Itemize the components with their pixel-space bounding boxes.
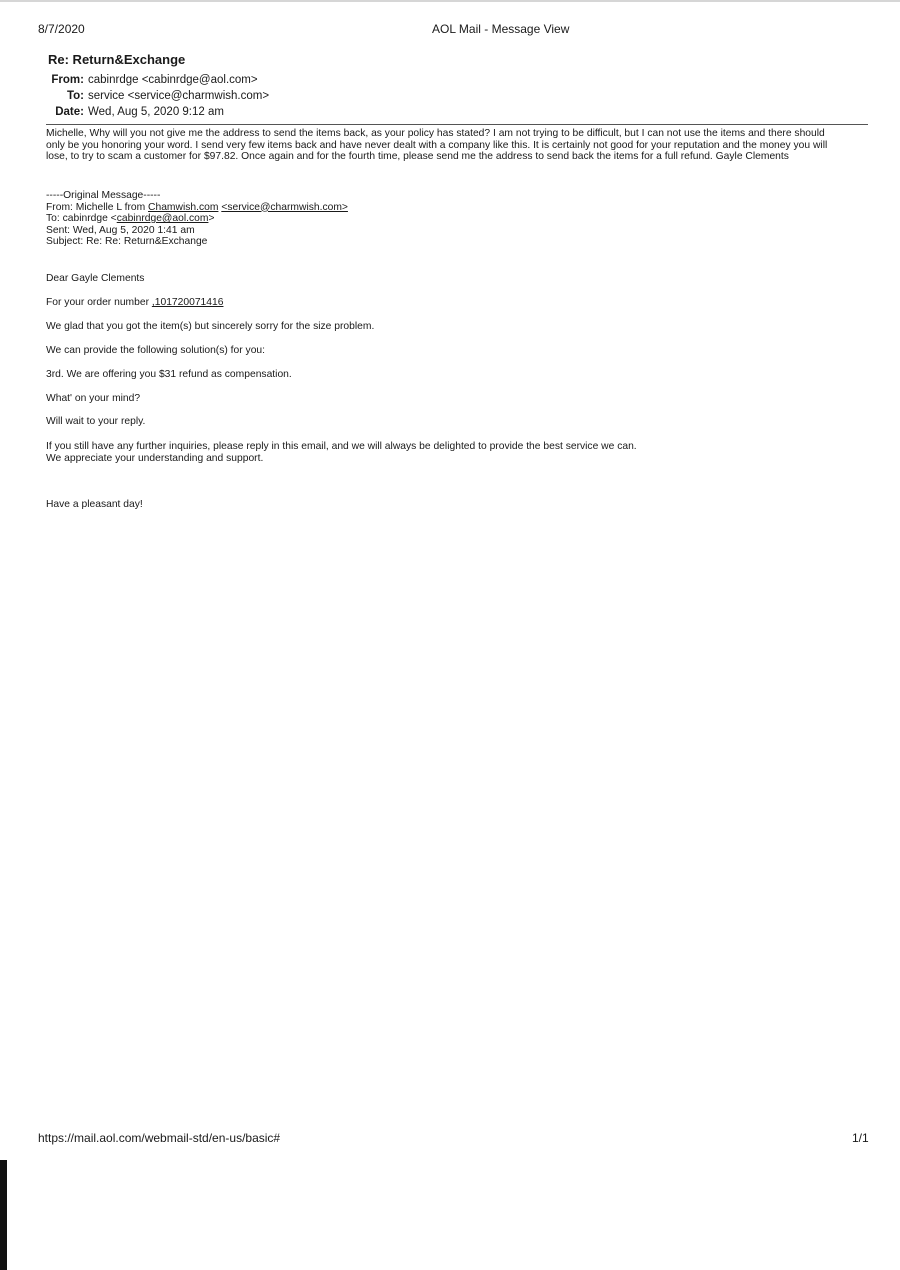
original-to [46, 213, 348, 225]
message-body [46, 128, 868, 163]
service-email-link[interactable]: <service@charmwish.com> [221, 201, 348, 213]
order-prefix: For your order number [46, 297, 152, 308]
body-line: lose, to try to scam a customer for $97.82. Once again and for the fourth time, please send me the address to send back the items for a full refund. Gayle Clements [46, 151, 789, 162]
from-label: From: [51, 74, 84, 86]
scan-edge-top [0, 0, 900, 2]
to-value: service <service@charmwish.com> [88, 90, 270, 102]
body-line: only be you honoring your word. I send very few items back and have never dealt with a company like this. It is certainly not good for your reputation and the money you will [46, 139, 828, 151]
original-to-suffix: > [208, 213, 215, 224]
date-row [48, 104, 269, 120]
scan-edge-left [0, 1160, 7, 1270]
chamwish-link[interactable]: Chamwish.com [148, 201, 219, 213]
date-label: Date: [55, 106, 84, 118]
reply-inquiries: If you still have any further inquiries, please reply in this email, and we will always be delighted to provide the best service we can. [46, 441, 637, 452]
reply-greeting: Dear Gayle Clements [46, 273, 145, 284]
print-title: AOL Mail - Message View [432, 22, 570, 36]
print-date: 8/7/2020 [38, 22, 85, 36]
header-divider [46, 124, 868, 125]
original-separator: -----Original Message----- [46, 190, 161, 201]
original-from [46, 202, 348, 214]
original-sent: Sent: Wed, Aug 5, 2020 1:41 am [46, 224, 195, 236]
reply-offer: 3rd. We are offering you $31 refund as compensation. [46, 369, 292, 380]
reply-appreciate: We appreciate your understanding and support. [46, 453, 264, 464]
reply-closing: Have a pleasant day! [46, 499, 143, 510]
from-value: cabinrdge <cabinrdge@aol.com> [88, 74, 258, 86]
print-footer-page: 1/1 [852, 1131, 869, 1145]
reply-solutions: We can provide the following solution(s) for you: [46, 345, 266, 356]
to-row [48, 88, 269, 104]
body-line: Michelle, Why will you not give me the address to send the items back, as your policy has stated? I am not trying to be difficult, but I can not use the items and there should [46, 128, 825, 139]
reply-mind: What' on your mind? [46, 393, 141, 404]
reply-order-line [46, 297, 223, 309]
original-to-prefix: To: cabinrdge < [46, 213, 117, 224]
original-subject: Subject: Re: Re: Return&Exchange [46, 236, 208, 247]
date-value: Wed, Aug 5, 2020 9:12 am [88, 106, 224, 118]
reply-wait: Will wait to your reply. [46, 416, 146, 427]
reply-glad: We glad that you got the item(s) but sincerely sorry for the size problem. [46, 321, 375, 332]
from-row [48, 72, 269, 88]
order-number-link[interactable]: ,101720071416 [151, 297, 224, 308]
message-subject: Re: Return&Exchange [48, 52, 186, 67]
to-label: To: [66, 90, 84, 102]
original-message-header [46, 190, 348, 248]
print-footer-url: https://mail.aol.com/webmail-std/en-us/basic# [38, 1131, 281, 1145]
original-from-prefix: From: Michelle L from [46, 201, 149, 213]
cabinrdge-email-link[interactable]: cabinrdge@aol.com [116, 213, 209, 224]
message-meta [48, 72, 269, 120]
